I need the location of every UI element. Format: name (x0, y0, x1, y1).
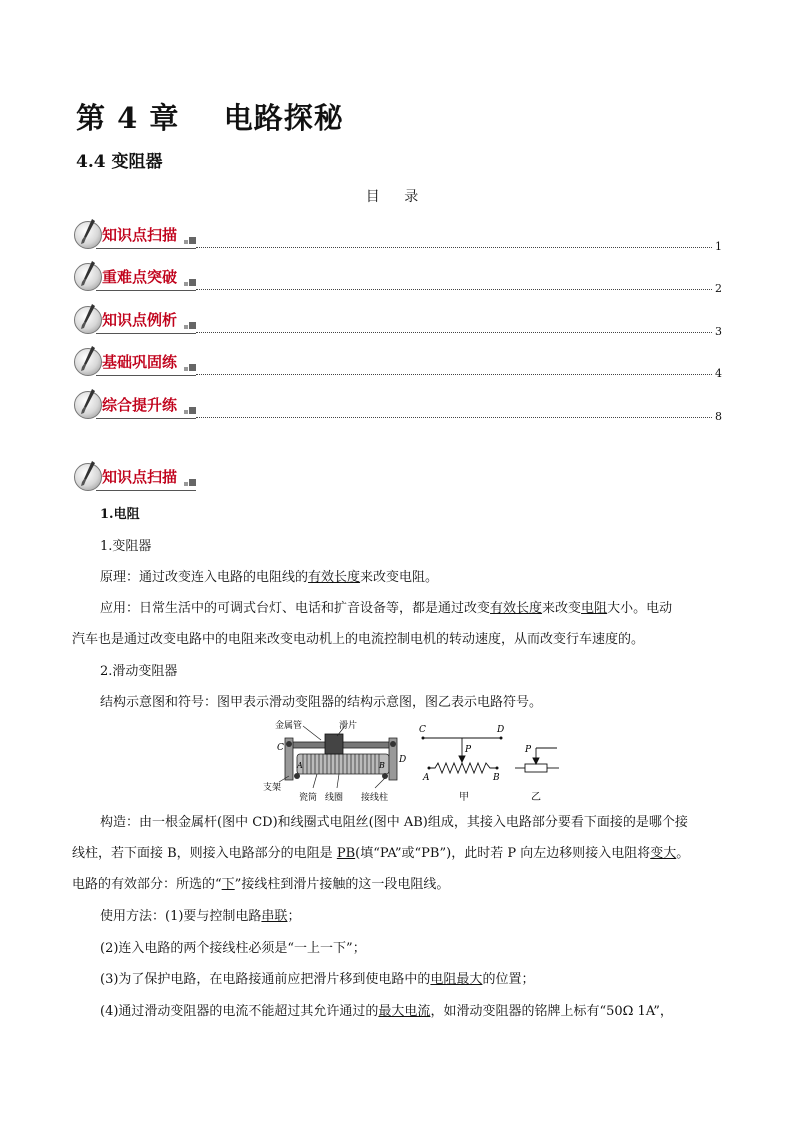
toc-leader (196, 289, 712, 290)
brush-icon (78, 388, 98, 416)
toc-leader (196, 247, 712, 248)
label-metal-rod: 金属管 (275, 721, 303, 731)
label-coil: 线圈 (325, 793, 344, 803)
heading-resistance: 1.电阻 (100, 507, 140, 522)
answer-blank: 有效长度 (490, 601, 543, 616)
toc-item-label: 知识点扫描 (102, 226, 178, 244)
toc-page-number: 8 (715, 410, 722, 423)
toc-item-label: 综合提升练 (102, 396, 178, 414)
answer-blank: 最大电流 (378, 1004, 431, 1019)
answer-blank: 电阻 (581, 601, 608, 616)
label-C: C (277, 743, 284, 753)
brush-icon (78, 260, 98, 288)
usage-line-1: 使用方法：(1)要与控制电路串联； (100, 909, 301, 924)
toc-item[interactable] (72, 390, 722, 423)
label-jia: 甲 (459, 792, 469, 803)
toc-item[interactable] (72, 347, 722, 380)
schematic-label-A: A (423, 773, 430, 783)
principle-paragraph: 原理：通过改变连入电路的电阻线的有效长度来改变电阻。 (100, 570, 439, 585)
brush-icon (78, 218, 98, 246)
schematic-jia (423, 738, 501, 773)
toc-item-label: 知识点例析 (102, 311, 178, 329)
rheostat-figure (263, 718, 563, 808)
answer-blank: 变大 (650, 846, 677, 861)
label-yi: 乙 (531, 792, 541, 803)
brush-icon (78, 345, 98, 373)
toc-title: 目 录 (365, 189, 429, 205)
toc-badge (72, 305, 196, 335)
usage-line-3: (3)为了保护电路，在电路接通前应把滑片移到使电路中的电阻最大的位置； (100, 972, 535, 987)
rheostat-diagram (263, 718, 563, 808)
label-D: D (399, 755, 407, 765)
schematic-label-P: P (465, 745, 472, 755)
toc-badge (72, 262, 196, 292)
answer-blank: 下 (221, 877, 235, 892)
toc-item-label: 重难点突破 (102, 268, 178, 286)
section-badge-label: 知识点扫描 (102, 468, 178, 486)
chapter-title: 第 4 章 电路探秘 (76, 101, 344, 135)
toc-badge (72, 220, 196, 250)
label-A: A (297, 761, 303, 770)
toc-page-number: 4 (715, 367, 722, 380)
construction-paragraph-line2: 线柱，若下面接 B，则接入电路部分的电阻是 PB(填“PA”或“PB”)，此时若 P 向左边移则接入电阻将变大。 (72, 846, 690, 861)
heading-rheostat: 1.变阻器 (100, 539, 152, 554)
rheostat-structure (279, 726, 397, 788)
application-paragraph-line2: 汽车也是通过改变电路中的电阻来改变电动机上的电流控制电机的转动速度，从而改变行车速度的。 (72, 632, 645, 647)
label-stand: 支架 (263, 783, 282, 793)
answer-blank: 串联 (261, 909, 288, 924)
answer-blank: 有效长度 (308, 570, 361, 585)
section-badge (72, 462, 196, 492)
schematic-yi (515, 748, 559, 772)
toc-item[interactable] (72, 305, 722, 338)
answer-blank: 电阻最大 (430, 972, 483, 987)
toc-leader (196, 417, 712, 418)
usage-line-2: (2)连入电路的两个接线柱必须是“一上一下”； (100, 941, 366, 956)
toc-page-number: 2 (715, 282, 722, 295)
answer-blank: PB (336, 846, 356, 861)
heading-slide-rheostat: 2.滑动变阻器 (100, 664, 178, 679)
schematic-label-D: D (497, 725, 505, 735)
symbol-label-P: P (525, 745, 532, 755)
label-slider: 滑片 (339, 721, 358, 731)
label-terminal: 接线柱 (361, 793, 389, 803)
toc-page-number: 1 (715, 240, 722, 253)
toc-badge (72, 347, 196, 377)
application-paragraph: 应用：日常生活中的可调式台灯、电话和扩音设备等，都是通过改变有效长度来改变电阻大小。电动 (100, 601, 673, 616)
brush-icon (78, 303, 98, 331)
label-porcelain: 瓷筒 (299, 793, 318, 803)
toc-badge (72, 390, 196, 420)
brush-icon (78, 460, 98, 488)
toc-leader (196, 332, 712, 333)
schematic-label-C: C (419, 725, 426, 735)
toc-item-label: 基础巩固练 (102, 353, 178, 371)
structure-intro: 结构示意图和符号：图甲表示滑动变阻器的结构示意图，图乙表示电路符号。 (100, 695, 543, 710)
section-title: 4.4 变阻器 (76, 152, 163, 172)
toc-item[interactable] (72, 262, 722, 295)
toc-leader (196, 374, 712, 375)
toc-item[interactable] (72, 220, 722, 253)
construction-paragraph: 构造：由一根金属杆(图中 CD)和线圈式电阻丝(图中 AB)组成，其接入电路部分要看下面接的是哪个接 (100, 815, 688, 830)
effective-part-paragraph: 电路的有效部分：所选的“下”接线柱到滑片接触的这一段电阻线。 (72, 877, 450, 892)
label-B: B (379, 761, 385, 770)
usage-line-4: (4)通过滑动变阻器的电流不能超过其允许通过的最大电流，如滑动变阻器的铭牌上标有“50Ω 1A”， (100, 1004, 673, 1019)
schematic-label-B: B (493, 773, 500, 783)
toc-page-number: 3 (715, 325, 722, 338)
